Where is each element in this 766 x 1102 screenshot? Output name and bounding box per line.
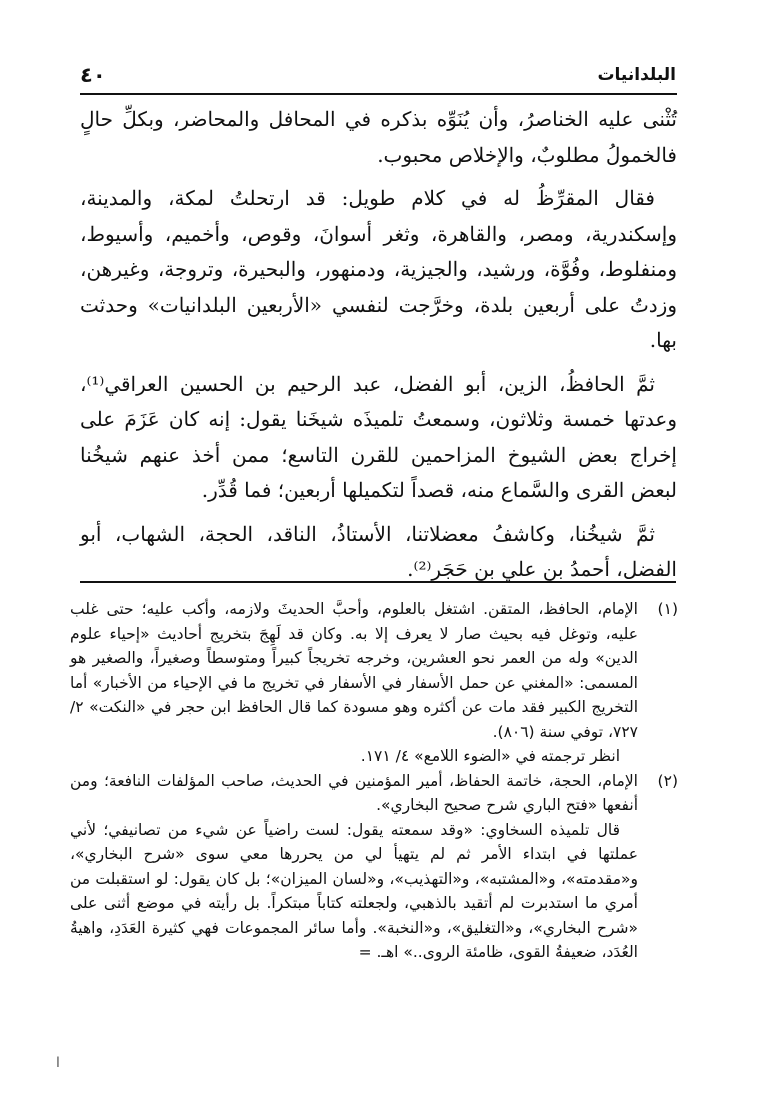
footnote-separator	[80, 581, 676, 583]
paragraph: ثمَّ الحافظُ، الزين، أبو الفضل، عبد الرحيم بن الحسين العراقي⁽¹⁾، وعدتها خمسة وثلاثون، وسمعتُ تلميذَه شيخَنا يقول: إنه كان عَزَمَ على إخراج بعض الشيوخ المزاحمين للقرن التاسع؛ ممن أخذ عنهم شيخُنا لبعض القرى والسَّماع منه، قصداً لتكميلها أربعين؛ فما قُدِّر.	[80, 371, 677, 502]
footnote-number: (١)	[657, 600, 678, 618]
footnote-number: (٢)	[657, 771, 678, 790]
running-title: البلدانيات	[597, 65, 676, 85]
paragraph: ثمَّ شيخُنا، وكاشفُ معضلاتنا، الأستاذُ، الناقد، الحجة، الشهاب، أبو الفضل، أحمدُ بن علي بن حَجَر⁽²⁾.	[80, 521, 677, 581]
header-rule	[80, 93, 677, 95]
footnotes	[70, 597, 678, 965]
footnote-text: انظر ترجمته في «الضوء اللامع» ٤/ ١٧١.	[360, 747, 620, 765]
footnote-text: الإمام، الحافظ، المتقن. اشتغل بالعلوم، وأحبَّ الحديثَ ولازمه، وأكب عليه؛ حتى غلب عليه، وتوغل فيه بحيث صار لا يعرف إلا به. وكان قد لَهِجَ بتخريج أحاديث «إحياء علوم الدين» وله من العمر نحو العشرين، وخرجه تخريجاً كبيراً ومتوسطاً وصغيراً، والصغير هو المسمى: «المغني عن حمل الأسفار في الأسفار في تخريج ما في الإحياء من الأخبار» أما التخريج الكبير فقد مات عن أكثره وهو مسودة كما قال الحافظ ابن حجر في «النكت» ٢/ ٧٢٧، توفي سنة (٨٠٦).	[70, 600, 638, 741]
footnote-1	[70, 597, 678, 769]
paragraph: تُثْنى عليه الخناصرُ، وأن يُنَوِّه بذكره في المحافل والمحاضر، وبكلِّ حالٍ فالخمولُ مطلوبٌ، والإخلاص محبوب.	[80, 107, 677, 167]
main-text	[80, 102, 677, 588]
footnote-text: قال تلميذه السخاوي: «وقد سمعته يقول: لست راضياً عن شيء من تصانيفي؛ لأني عملتها في ابتداء الأمر ثم لم يتهيأ لي من يحررها معي سوى «شرح البخاري»، و«مقدمته»، و«المشتبه»، و«التهذيب»، و«لسان الميزان»؛ بل كان يقول: لو استقبلت من أمري ما استدبرت لم أتقيد بالذهبي، ولجعلته كتاباً مبتكراً. بل رأيته في موضع أثنى على «شرح البخاري»، و«التغليق»، و«النخبة». وأما سائر المجموعات فهي كثيرة العَدَدِ، واهيةُ العُدَد، ضعيفةُ القوى، ظامئة الروى..» اهـ. =	[70, 820, 638, 961]
page-number: ٤٠	[80, 63, 106, 87]
footnote-2	[70, 769, 678, 965]
margin-mark: ا	[56, 1055, 60, 1071]
paragraph: فقال المقرِّظُ له في كلام طويل: قد ارتحلتُ لمكة، والمدينة، وإسكندرية، ومصر، والقاهرة، وثغر أسوانَ، وقوص، وأخميم، وأسيوط، ومنفلوط، وفُوَّة، ورشيد، والجيزية، ودمنهور، والبحيرة، وتروجة، وغيرهن، وزدتُ على أربعين بلدة، وخرَّجت لنفسي «الأربعين البلدانيات» وحدثت بها.	[80, 186, 677, 352]
page-header	[80, 63, 676, 91]
footnote-text: الإمام، الحجة، خاتمة الحفاظ، أمير المؤمنين في الحديث، صاحب المؤلفات النافعة؛ ومن أنفعها «فتح الباري شرح صحيح البخاري».	[70, 771, 638, 814]
